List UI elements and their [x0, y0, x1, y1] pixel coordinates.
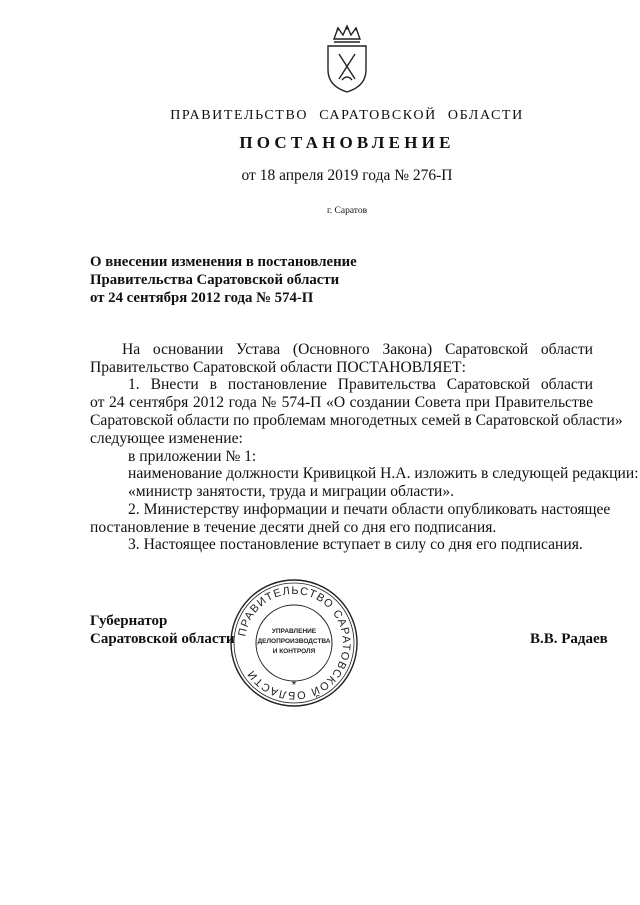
- stamp-center-line-2: ДЕЛОПРОИЗВОДСТВА: [257, 638, 331, 645]
- document-type-title: ПОСТАНОВЛЕНИЕ: [239, 133, 455, 152]
- signatory-name: В.В. Радаев: [530, 631, 608, 647]
- coat-of-arms-emblem: [322, 24, 372, 94]
- item-1-line-6: наименование должности Кривицкой Н.А. изложить в следующей редакции:: [128, 465, 639, 482]
- stamp-ring-text: ПРАВИТЕЛЬСТВО САРАТОВСКОЙ ОБЛАСТИ: [236, 584, 353, 702]
- subject-line-1: О внесении изменения в постановление: [90, 254, 357, 270]
- signatory-position-line-1: Губернатор: [90, 613, 168, 629]
- document-date-number: от 18 апреля 2019 года № 276-П: [241, 167, 453, 184]
- preamble-line-1: На основании Устава (Основного Закона) Саратовской области: [122, 341, 593, 358]
- subject-line-3: от 24 сентября 2012 года № 574-П: [90, 290, 314, 306]
- item-2-line-1: 2. Министерству информации и печати области опубликовать настоящее: [128, 501, 611, 518]
- item-1-line-7: «министр занятости, труда и миграции области».: [128, 483, 455, 500]
- item-1-line-4: следующее изменение:: [90, 430, 243, 447]
- stamp-star-icon: *: [291, 678, 297, 692]
- item-3-line: 3. Настоящее постановление вступает в силу со дня его подписания.: [128, 536, 583, 553]
- subject-line-2: Правительства Саратовской области: [90, 272, 340, 288]
- item-1-line-5: в приложении № 1:: [128, 448, 257, 465]
- stamp-center-line-1: УПРАВЛЕНИЕ: [271, 628, 317, 635]
- government-header: ПРАВИТЕЛЬСТВО САРАТОВСКОЙ ОБЛАСТИ: [170, 108, 524, 123]
- item-1-line-2: от 24 сентября 2012 года № 574-П «О создании Совета при Правительстве: [90, 394, 593, 411]
- item-1-line-1: 1. Внести в постановление Правительства Саратовской области: [128, 376, 593, 393]
- stamp-center-line-3: И КОНТРОЛЯ: [272, 648, 316, 655]
- item-1-line-3: Саратовской области по проблемам многодетных семей в Саратовской области»: [90, 412, 623, 429]
- official-round-stamp: [228, 577, 360, 709]
- signatory-position-line-2: Саратовской области: [90, 631, 235, 647]
- preamble-line-2: Правительство Саратовской области ПОСТАНОВЛЯЕТ:: [90, 359, 466, 376]
- item-2-line-2: постановление в течение десяти дней со дня его подписания.: [90, 519, 497, 536]
- document-city: г. Саратов: [326, 206, 368, 216]
